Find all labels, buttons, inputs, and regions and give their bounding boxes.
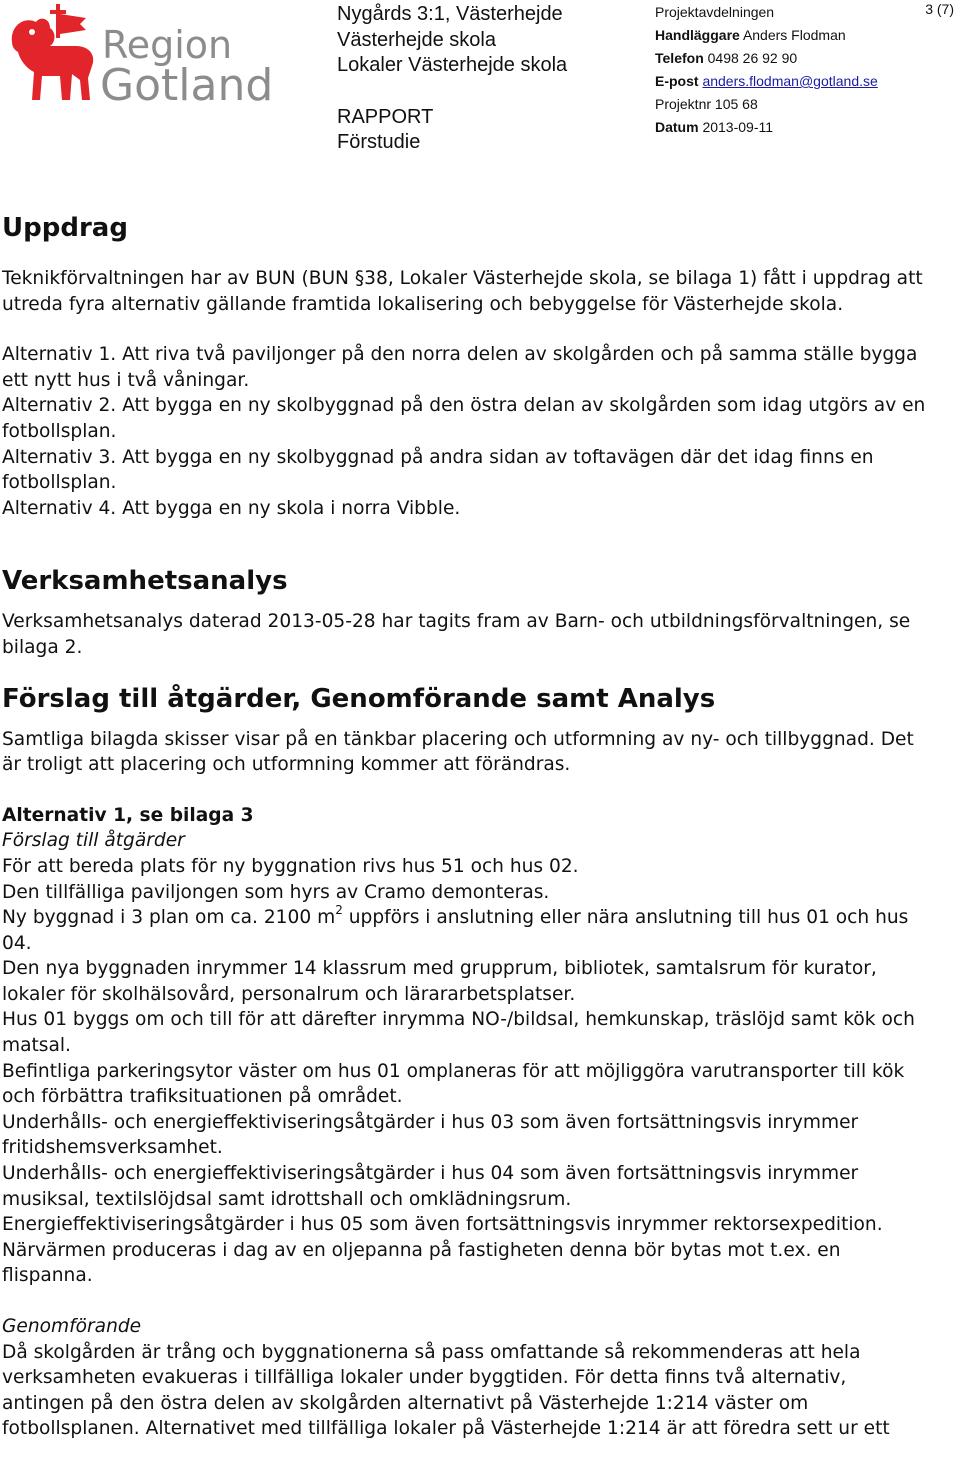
header-line-property: Nygårds 3:1, Västerhejde bbox=[337, 3, 563, 25]
date-value: 2013-09-11 bbox=[702, 119, 774, 135]
forslag-paragraph: Samtliga bilagda skisser visar på en tänkbar placering och utformning av ny- och tillbyggnad. Det är troligt att placering och utformning kommer att förändras. bbox=[2, 728, 914, 776]
section-title-verksamhetsanalys: Verksamhetsanalys bbox=[2, 566, 288, 597]
handler-label: Handläggare bbox=[655, 27, 740, 43]
project-number: Projektnr 105 68 bbox=[655, 96, 758, 112]
uppdrag-paragraph: Teknikförvaltningen har av BUN (BUN §38, Lokaler Västerhejde skola, se bilaga 1) fått i uppdrag att utreda fyra alternativ gällande framtida lokalisering och bebyggelse för Västerhejde skola. bbox=[2, 268, 923, 315]
phone-label: Telefon bbox=[655, 50, 704, 66]
alt1-area-superscript: 2 bbox=[335, 903, 343, 918]
alt1-line: Energieffektiviseringsåtgärder i hus 05 som även fortsättningsvis inrymmer rektorsexpedition. bbox=[2, 1214, 883, 1236]
alt1-area-after: uppförs i anslutning eller nära anslutning till hus 01 och hus 04. bbox=[2, 907, 909, 954]
document-contact-info bbox=[655, 1, 878, 139]
page-number: 3 (7) bbox=[925, 1, 954, 17]
verksamhet-paragraph: Verksamhetsanalys daterad 2013-05-28 har tagits fram av Barn- och utbildningsförvaltningen, se bilaga 2. bbox=[2, 611, 911, 658]
alt1-area-line bbox=[2, 905, 932, 956]
report-type: RAPPORT bbox=[337, 105, 434, 128]
document-body bbox=[2, 208, 932, 1442]
report-subtype: Förstudie bbox=[337, 131, 421, 153]
logo-word-region: Region bbox=[102, 23, 233, 67]
department: Projektavdelningen bbox=[655, 4, 775, 20]
email-row bbox=[655, 70, 878, 93]
alt1-line: Befintliga parkeringsytor väster om hus 01 omplaneras för att möjliggöra varutransporter till kök och förbättra trafiksituationen på området. bbox=[2, 1060, 905, 1108]
genomforande-paragraph: Då skolgården är trång och byggnationerna så pass omfattande så rekommenderas att hela verksamheten evakueras i tillfälliga lokaler under byggtiden. För detta finns två alternativ, antingen på den östra delen av skolgården alternativt på Västerhejde 1:214 väster om fotbollsplanen. Alternativet med tillfälliga lokaler på Västerhejde 1:214 är att föredra sett ur ett bbox=[2, 1341, 890, 1440]
date-label: Datum bbox=[655, 119, 699, 135]
alternative-item: Alternativ 1. Att riva två paviljonger på den norra delen av skolgården och på samma ställe bygga ett nytt hus i två våningar. bbox=[2, 344, 918, 391]
alt1-subheading: Förslag till åtgärder bbox=[2, 830, 185, 852]
alternative-item: Alternativ 4. Att bygga en ny skola i norra Vibble. bbox=[2, 497, 461, 519]
handler-name: Anders Flodman bbox=[742, 27, 846, 43]
alternatives-list bbox=[2, 342, 932, 521]
section-title-forslag: Förslag till åtgärder, Genomförande samt Analys bbox=[2, 683, 716, 714]
email-label: E-post bbox=[655, 73, 699, 89]
section-title-uppdrag: Uppdrag bbox=[2, 213, 128, 243]
alt1-line: Närvärmen produceras i dag av en oljepanna på fastigheten denna bör bytas mot t.ex. en flispanna. bbox=[2, 1239, 841, 1287]
alt1-line: Underhålls- och energieffektiviseringsåtgärder i hus 04 som även fortsättningsvis inrymmer musiksal, textilslöjdsal samt idrottshall och omklädningsrum. bbox=[2, 1163, 859, 1210]
alt1-line: Den tillfälliga paviljongen som hyrs av Cramo demonteras. bbox=[2, 881, 550, 903]
genomforande-heading: Genomförande bbox=[2, 1316, 142, 1337]
alt1-line: Underhålls- och energieffektiviseringsåtgärder i hus 03 som även fortsättningsvis inrymmer fritidshemsverksamhet. bbox=[2, 1111, 859, 1159]
logo-word-gotland: Gotland bbox=[100, 60, 274, 106]
ram-emblem-icon bbox=[12, 4, 93, 100]
document-header-info bbox=[337, 2, 567, 156]
handler-row bbox=[655, 24, 878, 47]
alt1-heading: Alternativ 1, se bilaga 3 bbox=[2, 804, 254, 826]
region-gotland-logo bbox=[6, 2, 276, 106]
phone-row bbox=[655, 47, 878, 70]
phone-number: 0498 26 92 90 bbox=[707, 50, 798, 66]
header-line-school: Västerhejde skola bbox=[337, 28, 496, 51]
alt1-area-before: Ny byggnad i 3 plan om ca. 2100 m bbox=[2, 907, 336, 929]
alt1-line: Hus 01 byggs om och till för att därefter inrymma NO-/bildsal, hemkunskap, träslöjd samt kök och matsal. bbox=[2, 1009, 915, 1057]
alternative-item: Alternativ 2. Att bygga en ny skolbyggnad på den östra delan av skolgården som idag utgörs av en fotbollsplan. bbox=[2, 395, 926, 442]
email-link[interactable]: anders.flodman@gotland.se bbox=[702, 73, 878, 89]
alt1-line: Den nya byggnaden inrymmer 14 klassrum med grupprum, bibliotek, samtalsrum för kurator, lokaler för skolhälsovård, personalrum och lärararbetsplatser. bbox=[2, 958, 877, 1005]
header-line-subject: Lokaler Västerhejde skola bbox=[337, 54, 568, 76]
date-row bbox=[655, 116, 878, 139]
alt1-line: För att bereda plats för ny byggnation rivs hus 51 och hus 02. bbox=[2, 855, 579, 877]
alternative-item: Alternativ 3. Att bygga en ny skolbyggnad på andra sidan av toftavägen där det idag finns en fotbollsplan. bbox=[2, 446, 874, 494]
